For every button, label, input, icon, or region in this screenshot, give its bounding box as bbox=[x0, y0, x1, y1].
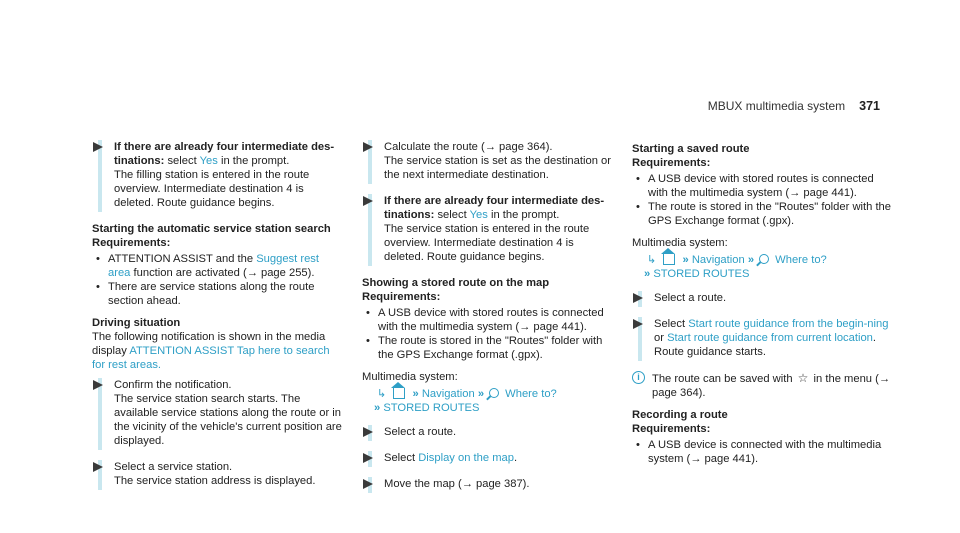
section-title: Showing a stored route on the map bbox=[362, 277, 550, 289]
step-intermediate-destinations: If there are already four intermediate des-tinations: select Yes in the prompt. The service station is entered in the route overview. Intermediate destination 4 is deleted. Route guidance begins. bbox=[362, 194, 612, 264]
requirements-label: Requirements: bbox=[632, 423, 711, 435]
step-select-route: Select a route. bbox=[632, 291, 892, 305]
requirements-list bbox=[92, 252, 342, 308]
home-icon bbox=[663, 254, 675, 265]
requirements-list bbox=[632, 438, 892, 466]
chevron-right-icon: » bbox=[477, 388, 485, 400]
requirements-label: Requirements: bbox=[632, 157, 711, 169]
list-item: • A USB device with stored routes is connected with the multimedia system (→ page 441). bbox=[362, 306, 612, 334]
list-item: • The route is stored in the "Routes" folder with the GPS Exchange format (.gpx). bbox=[632, 200, 892, 228]
step-select-service-station: Select a service station. The service station address is displayed. bbox=[92, 460, 342, 488]
menu-path bbox=[362, 386, 612, 415]
step-result-text: The filling station is entered in the route overview. Intermediate destination 4 is deleted. Route guidance begins. bbox=[114, 169, 310, 209]
multimedia-system-label: Multimedia system: bbox=[632, 237, 728, 249]
step-move-map: Move the map (→ page 387). bbox=[362, 477, 612, 491]
start-from-beginning-option: Start route guidance from the begin-ning bbox=[688, 318, 889, 330]
stored-routes-menu-item: STORED ROUTES bbox=[383, 402, 480, 414]
section-title: Recording a route bbox=[632, 409, 728, 421]
attention-assist-message: ATTENTION ASSIST Tap here to search for rest areas. bbox=[92, 345, 330, 371]
step-display-on-map: Select Display on the map. bbox=[362, 451, 612, 465]
multimedia-system-label: Multimedia system: bbox=[362, 371, 458, 383]
yes-option: Yes bbox=[199, 155, 218, 167]
column-3 bbox=[632, 140, 892, 474]
requirements-list bbox=[632, 172, 892, 228]
where-to-menu-item: Where to? bbox=[505, 388, 557, 400]
step-arrow-icon bbox=[93, 380, 103, 390]
chevron-right-icon: » bbox=[412, 388, 419, 400]
header-title: MBUX multimedia system bbox=[707, 99, 846, 113]
step-arrow-icon bbox=[363, 479, 373, 489]
step-arrow-icon bbox=[93, 142, 103, 152]
list-item: • ATTENTION ASSIST and the Suggest rest area function are activated (→ page 255). bbox=[92, 252, 342, 280]
search-icon bbox=[489, 388, 499, 398]
step-arrow-icon bbox=[363, 453, 373, 463]
step-arrow-icon bbox=[633, 293, 643, 303]
step-condition: If there are already four intermediate des-tinations: bbox=[114, 141, 335, 167]
step-confirm-notification: Confirm the notification. The service station search starts. The available service stations along the route or in the vicinity of the vehicle's current position are displayed. bbox=[92, 378, 342, 448]
chevron-right-icon: » bbox=[682, 254, 689, 266]
requirements-label: Requirements: bbox=[362, 291, 441, 303]
chevron-right-icon: » bbox=[644, 268, 651, 280]
step-arrow-icon bbox=[363, 196, 373, 206]
requirements-label: Requirements: bbox=[92, 237, 171, 249]
list-item: • A USB device is connected with the multimedia system (→ page 441). bbox=[632, 438, 892, 466]
star-icon: ☆ bbox=[797, 371, 809, 385]
step-intermediate-destinations: If there are already four intermediate des-tinations: select Yes in the prompt. The filling station is entered in the route overview. Intermediate destination 4 is deleted. Route guidance begins. bbox=[92, 140, 342, 210]
step-arrow-icon bbox=[93, 462, 103, 472]
step-calculate-route: Calculate the route (→ page 364). The service station is set as the destination or the next intermediate destination. bbox=[362, 140, 612, 182]
column-2 bbox=[362, 140, 612, 503]
list-item: • There are service stations along the route section ahead. bbox=[92, 280, 342, 308]
enter-arrow-icon: ↳ bbox=[647, 254, 657, 266]
step-arrow-icon bbox=[633, 319, 643, 329]
page-header bbox=[708, 99, 880, 113]
chevron-right-icon: » bbox=[747, 254, 755, 266]
step-arrow-icon bbox=[363, 142, 373, 152]
navigation-menu-item: Navigation bbox=[691, 254, 745, 266]
step-arrow-icon bbox=[363, 427, 373, 437]
requirements-list bbox=[362, 306, 612, 362]
chevron-right-icon: » bbox=[374, 402, 381, 414]
start-from-current-location-option: Start route guidance from current location bbox=[667, 332, 873, 344]
enter-arrow-icon: ↳ bbox=[377, 388, 387, 400]
page-number: 371 bbox=[859, 99, 880, 113]
menu-path bbox=[632, 252, 892, 281]
where-to-menu-item: Where to? bbox=[775, 254, 827, 266]
stored-routes-menu-item: STORED ROUTES bbox=[653, 268, 750, 280]
list-item: • A USB device with stored routes is connected with the multimedia system (→ page 441). bbox=[632, 172, 892, 200]
section-title: Starting the automatic service station search bbox=[92, 223, 331, 235]
driving-situation-title: Driving situation bbox=[92, 317, 181, 329]
driving-situation-text: The following notification is shown in the media display ATTENTION ASSIST Tap here to search for rest areas. bbox=[92, 331, 330, 371]
column-1 bbox=[92, 140, 342, 500]
list-item: • The route is stored in the "Routes" folder with the GPS Exchange format (.gpx). bbox=[362, 334, 612, 362]
suggest-rest-area-link: Suggest rest area bbox=[108, 253, 319, 279]
step-select-route: Select a route. bbox=[362, 425, 612, 439]
home-icon bbox=[393, 388, 405, 399]
info-icon: i bbox=[632, 371, 645, 384]
info-note: i The route can be saved with ☆ in the menu (→ page 364). bbox=[632, 371, 892, 400]
step-start-route-guidance: Select Start route guidance from the begin-ning or Start route guidance from current location. Route guidance starts. bbox=[632, 317, 892, 359]
search-icon bbox=[759, 254, 769, 264]
navigation-menu-item: Navigation bbox=[421, 388, 475, 400]
yes-option: Yes bbox=[469, 209, 488, 221]
display-on-map-option: Display on the map bbox=[418, 452, 514, 464]
section-title: Starting a saved route bbox=[632, 143, 750, 155]
